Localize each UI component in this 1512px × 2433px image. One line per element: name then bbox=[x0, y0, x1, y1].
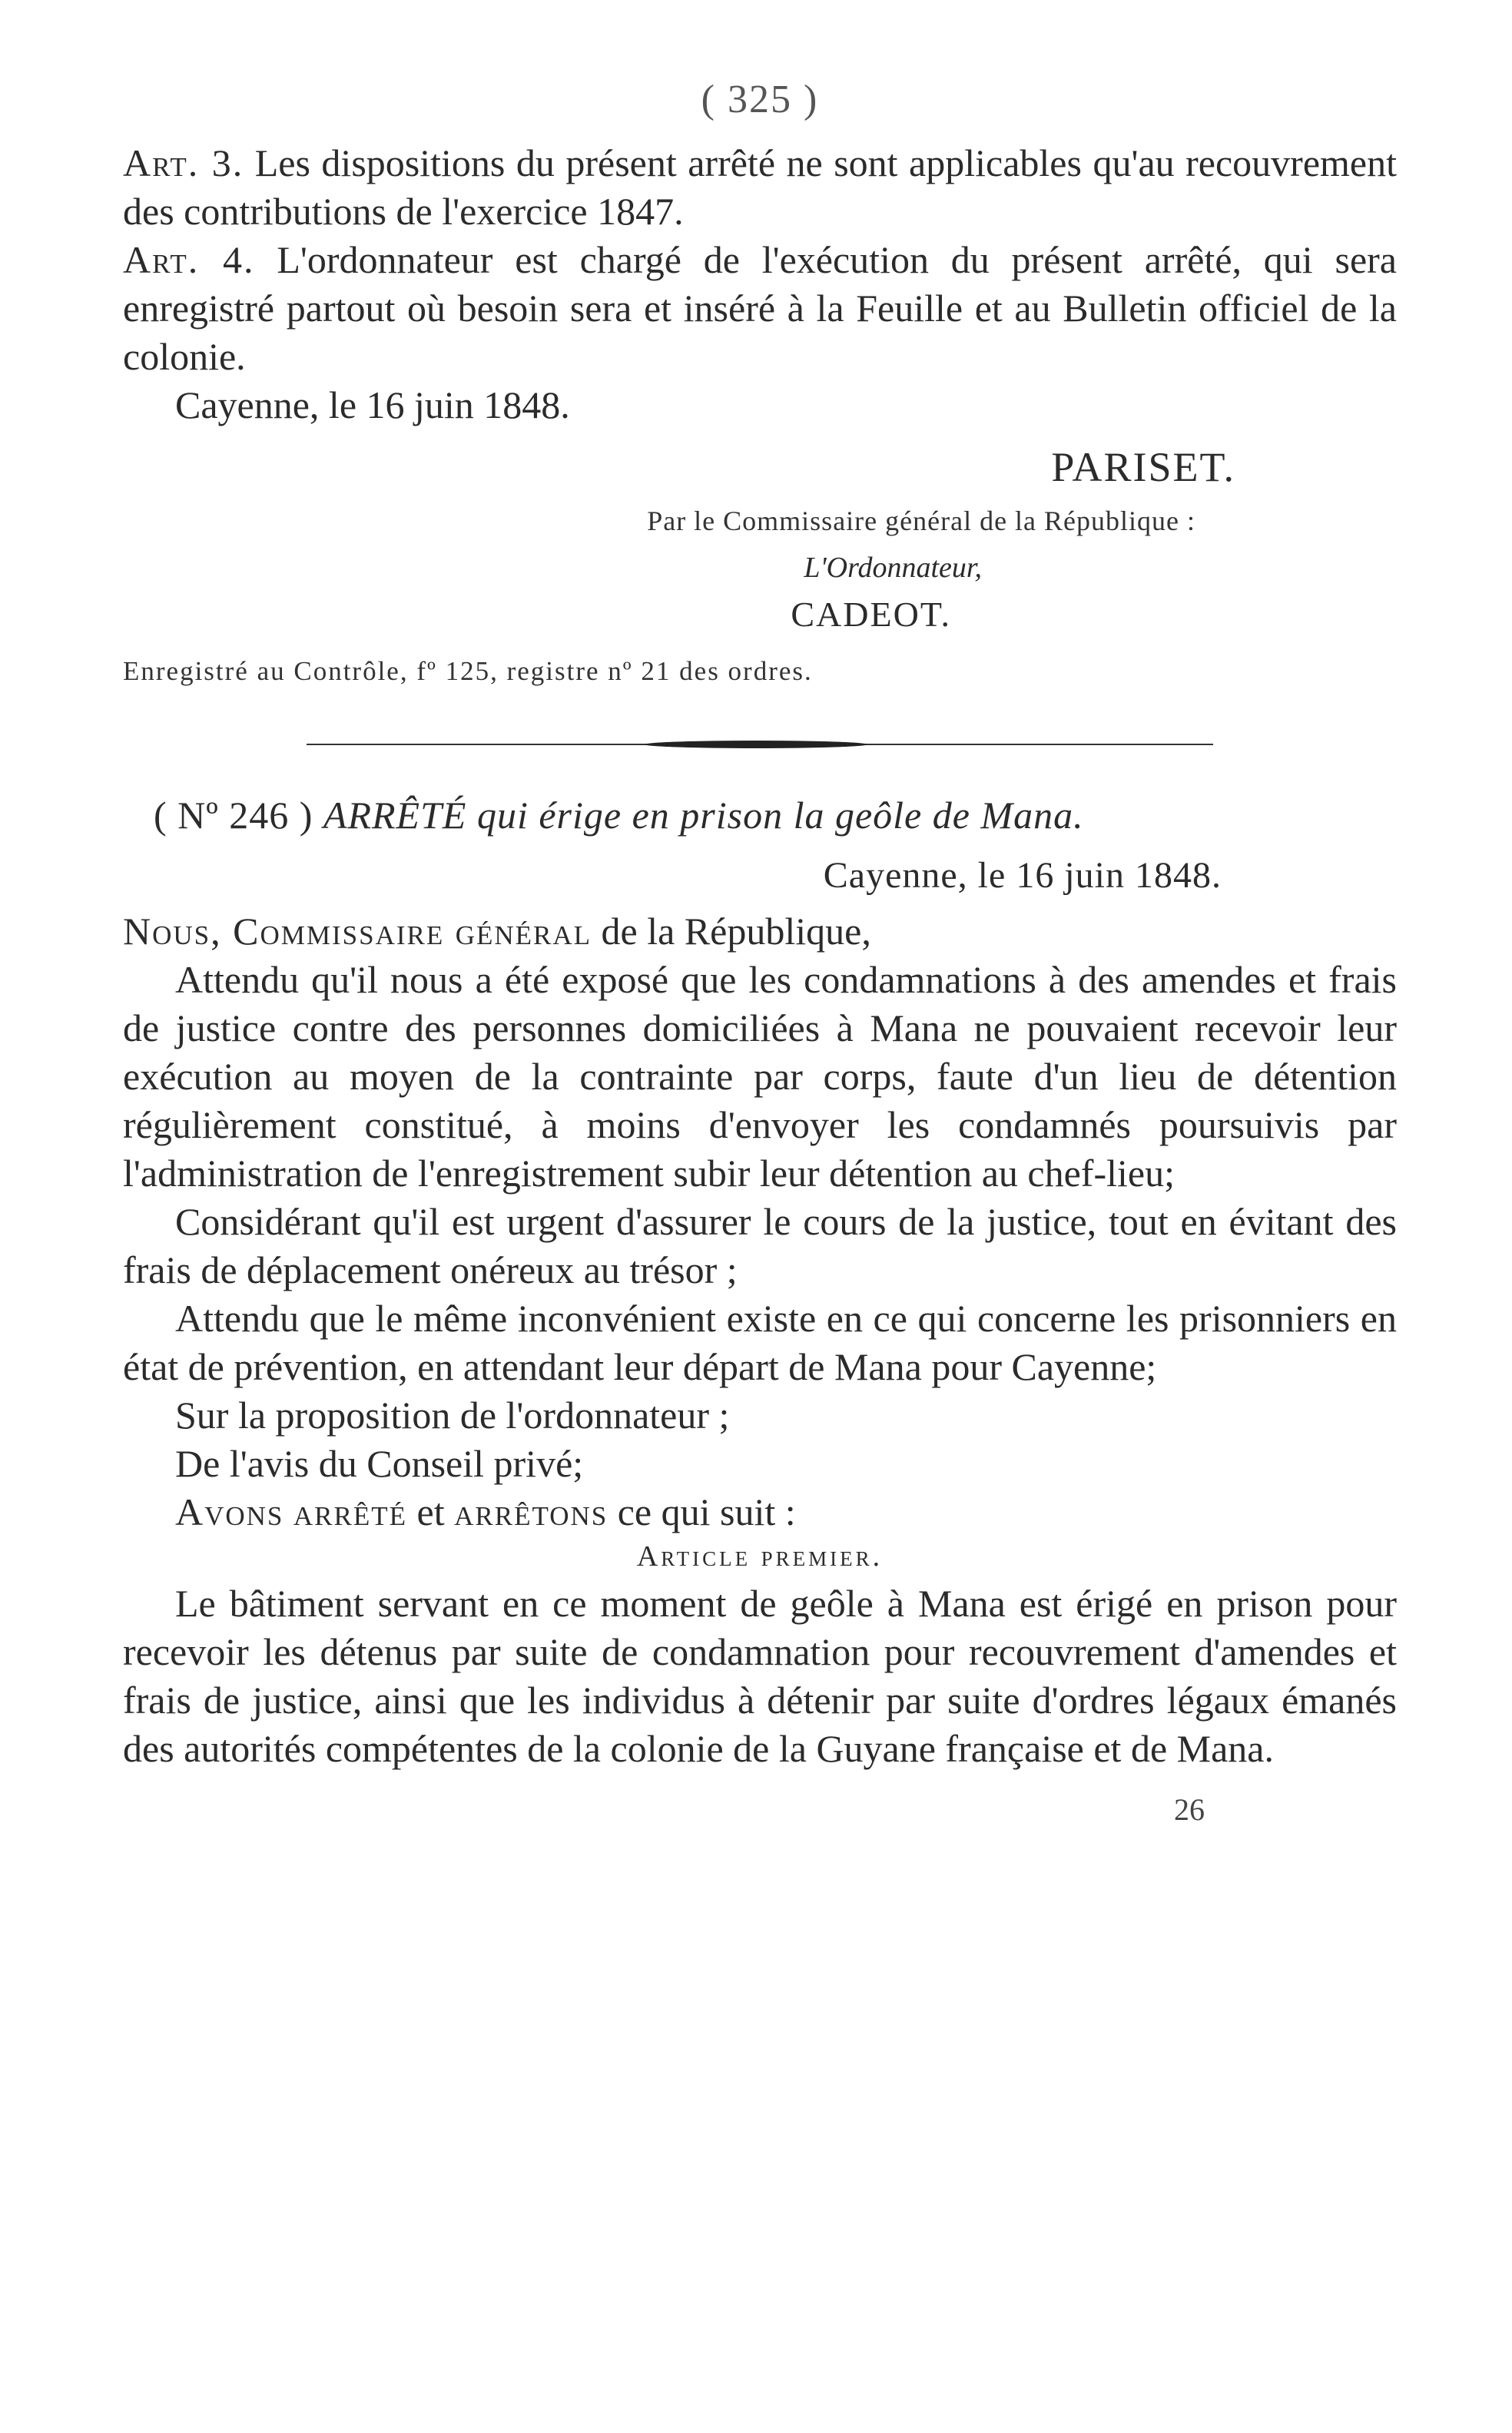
registration-line: Enregistré au Contrôle, fº 125, registre nº 21 des ordres. bbox=[123, 656, 813, 686]
arrete-heading bbox=[123, 793, 1397, 837]
article-3-label: Art. 3. bbox=[123, 141, 244, 184]
arrete-number: ( Nº 246 ) bbox=[154, 794, 313, 837]
preamble bbox=[123, 907, 1397, 956]
section-divider bbox=[307, 741, 1213, 748]
enacting-avons: Avons bbox=[175, 1490, 284, 1533]
ordonnateur-name: CADEOT. bbox=[791, 595, 951, 634]
enacting-et: et bbox=[416, 1490, 445, 1533]
enacting-arrete: arrêté bbox=[293, 1490, 408, 1533]
article-premier-text: Le bâtiment servant en ce moment de geôle à Mana est érigé en prison pour recevoir les détenus par suite de condamnation pour recouvrement d'amendes et frais de justice, ainsi que les individus à détenir par suite d'ordres légaux émanés des autorités compétentes de la colonie de la Guyane française et de Mana. bbox=[123, 1582, 1397, 1770]
considerant-paragraph: De l'avis du Conseil privé; bbox=[175, 1442, 584, 1485]
enacting-rest: ce qui suit : bbox=[617, 1490, 796, 1533]
considerant-paragraph: Sur la proposition de l'ordonnateur ; bbox=[175, 1394, 730, 1437]
arrete-title: ARRÊTÉ qui érige en prison la geôle de Mana. bbox=[323, 794, 1084, 837]
arrete-date: Cayenne, le 16 juin 1848. bbox=[823, 855, 1222, 896]
preamble-rest: de la République, bbox=[601, 910, 871, 953]
place-date: Cayenne, le 16 juin 1848. bbox=[175, 383, 570, 426]
article-3-text: Les dispositions du présent arrêté ne sont applicables qu'au recouvrement des contributions de l'exercice 1847. bbox=[123, 141, 1397, 233]
article-4-text: L'ordonnateur est chargé de l'exécution du présent arrêté, qui sera enregistré partout où besoin sera et inséré à la Feuille et au Bulletin officiel de la colonie. bbox=[123, 238, 1397, 378]
signatory: PARISET. bbox=[1051, 444, 1235, 490]
article-4-label: Art. 4. bbox=[123, 238, 255, 281]
article-premier-title: Article premier. bbox=[636, 1540, 884, 1573]
considerant-paragraph: Attendu qu'il nous a été exposé que les condamnations à des amendes et frais de justice contre des personnes domiciliées à Mana ne pouvaient recevoir leur exécution au moyen de la contrainte par corps, faute d'un lieu de détention régulièrement constitué, à moins d'envoyer les condamnés poursuivis par l'administration de l'enregistrement subir leur détention au chef-lieu; bbox=[123, 958, 1397, 1195]
considerant-paragraph: Considérant qu'il est urgent d'assurer le cours de la justice, tout en évitant des frais de déplacement onéreux au trésor ; bbox=[123, 1200, 1397, 1291]
enacting-arretons: arrêtons bbox=[454, 1490, 608, 1533]
signature-mark: 26 bbox=[1174, 1792, 1205, 1827]
page-number: ( 325 ) bbox=[701, 78, 819, 121]
article-3 bbox=[123, 139, 1397, 236]
considerant-paragraph: Attendu que le même inconvénient existe en ce qui concerne les prisonniers en état de prévention, en attendant leur départ de Mana pour Cayenne; bbox=[123, 1297, 1397, 1388]
preamble-caps: Nous, Commissaire général bbox=[123, 910, 592, 953]
by-order-line: Par le Commissaire général de la République : bbox=[647, 505, 1195, 536]
ordonnateur-title: L'Ordonnateur, bbox=[804, 552, 982, 584]
article-4 bbox=[123, 236, 1397, 381]
enacting-clause bbox=[123, 1488, 1397, 1536]
